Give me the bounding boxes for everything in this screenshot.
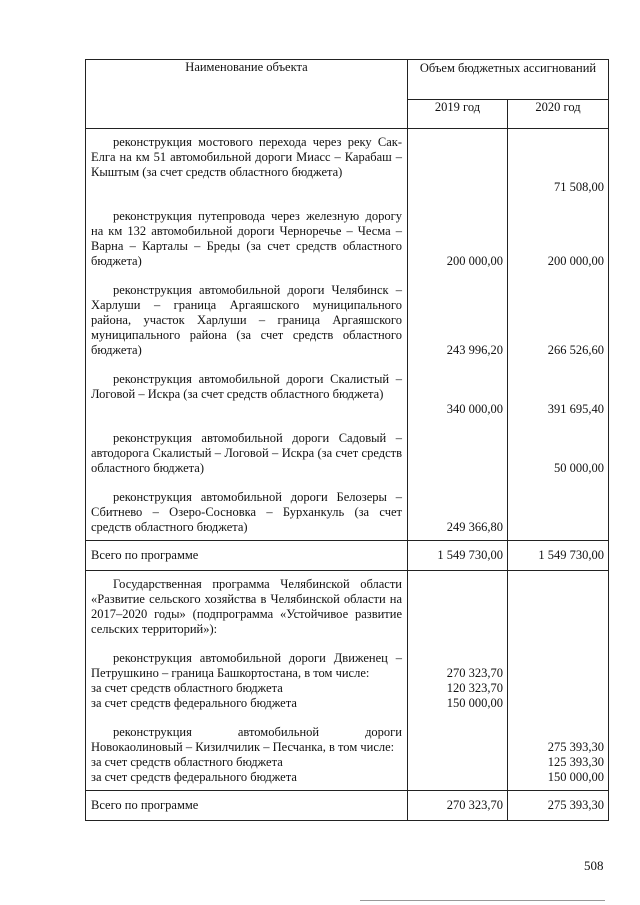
object-name: реконструкция автомобильной дороги Скалистый – Логовой – Искра (за счет средств областного бюджета) bbox=[91, 372, 402, 401]
object-name: реконструкция автомобильной дороги Садовый – автодорога Скалистый – Логовой – Искра (за счет средств областного бюджета) bbox=[91, 431, 402, 475]
value-2020: 71 508,00 bbox=[554, 180, 604, 194]
value-2019: 200 000,00 bbox=[446, 254, 503, 268]
object-name: реконструкция автомобильной дороги Движенец – Петрушкино – граница Башкортостана, в том числе: bbox=[91, 651, 402, 680]
table-header-row bbox=[86, 60, 609, 100]
section2-values-2019 bbox=[408, 571, 508, 791]
value-2020: 50 000,00 bbox=[554, 461, 604, 475]
federal-budget-label: за счет средств федерального бюджета bbox=[91, 696, 297, 710]
federal-budget-label: за счет средств федерального бюджета bbox=[91, 770, 297, 784]
value-2020-regional: 125 393,30 bbox=[547, 755, 604, 769]
total-2020: 1 549 730,00 bbox=[508, 541, 609, 571]
object-name: реконструкция путепровода через железную дорогу на км 132 автомобильной дороги Черноречье – Чесма – Варна – Карталы – Бреды (за счет средств областного бюджета) bbox=[91, 209, 402, 268]
object-name: реконструкция автомобильной дороги Челябинск – Харлуши – граница Аргаяшского муниципального района, участок Харлуши – граница Аргаяшского муниципального района (за счет средств областного бюджета) bbox=[91, 283, 402, 357]
section2-body-row bbox=[86, 571, 609, 791]
regional-budget-label: за счет средств областного бюджета bbox=[91, 755, 283, 769]
section1-values-2020 bbox=[508, 129, 609, 541]
object-entry bbox=[91, 431, 402, 476]
value-2019-regional: 120 323,70 bbox=[446, 681, 503, 695]
object-entry bbox=[91, 651, 402, 711]
value-2020: 200 000,00 bbox=[547, 254, 604, 268]
column-header-budget-amount: Объем бюджетных ассигнований bbox=[408, 60, 609, 100]
value-2019: 340 000,00 bbox=[446, 402, 503, 416]
value-2020-federal: 150 000,00 bbox=[547, 770, 604, 784]
value-2019: 249 366,80 bbox=[446, 520, 503, 534]
regional-budget-label: за счет средств областного бюджета bbox=[91, 681, 283, 695]
total-label: Всего по программе bbox=[86, 791, 408, 821]
section1-values-2019 bbox=[408, 129, 508, 541]
object-entry bbox=[91, 490, 402, 535]
object-entry bbox=[91, 135, 402, 195]
section2-names bbox=[86, 571, 408, 791]
page-number: 508 bbox=[584, 858, 604, 873]
section1-names bbox=[86, 129, 408, 541]
total-2020: 275 393,30 bbox=[508, 791, 609, 821]
program-entry bbox=[91, 577, 402, 637]
object-name: реконструкция мостового перехода через реку Сак-Елга на км 51 автомобильной дороги Миасс – Карабаш – Кыштым (за счет средств областного бюджета) bbox=[91, 135, 402, 179]
section2-values-2020 bbox=[508, 571, 609, 791]
value-2019-total: 270 323,70 bbox=[446, 666, 503, 680]
object-entry bbox=[91, 209, 402, 269]
column-header-2020: 2020 год bbox=[508, 99, 609, 128]
total-2019: 1 549 730,00 bbox=[408, 541, 508, 571]
section2-total-row bbox=[86, 791, 609, 821]
program-name: Государственная программа Челябинской области «Развитие сельского хозяйства в Челябинской области на 2017–2020 годы» (подпрограмма «Устойчивое развитие сельских территорий»): bbox=[91, 577, 402, 636]
value-2020: 391 695,40 bbox=[547, 402, 604, 416]
section1-total-row bbox=[86, 541, 609, 571]
object-entry bbox=[91, 725, 402, 785]
object-entry bbox=[91, 372, 402, 417]
object-entry bbox=[91, 283, 402, 358]
column-header-object-name: Наименование объекта bbox=[86, 60, 408, 129]
value-2019-federal: 150 000,00 bbox=[446, 696, 503, 710]
value-2020: 266 526,60 bbox=[547, 343, 604, 357]
budget-allocations-table bbox=[85, 59, 609, 821]
footer-rule bbox=[360, 900, 605, 901]
value-2019: 243 996,20 bbox=[446, 343, 503, 357]
value-2020-total: 275 393,30 bbox=[547, 740, 604, 754]
total-label: Всего по программе bbox=[86, 541, 408, 571]
object-name: реконструкция автомобильной дороги Белозеры – Сбитнево – Озеро-Сосновка – Бурханкуль (за счет средств областного бюджета) bbox=[91, 490, 402, 534]
total-2019: 270 323,70 bbox=[408, 791, 508, 821]
object-name: реконструкция автомобильной дороги Новокаолиновый – Кизилчилик – Песчанка, в том числе: bbox=[91, 725, 402, 754]
column-header-2019: 2019 год bbox=[408, 99, 508, 128]
section1-body-row bbox=[86, 129, 609, 541]
